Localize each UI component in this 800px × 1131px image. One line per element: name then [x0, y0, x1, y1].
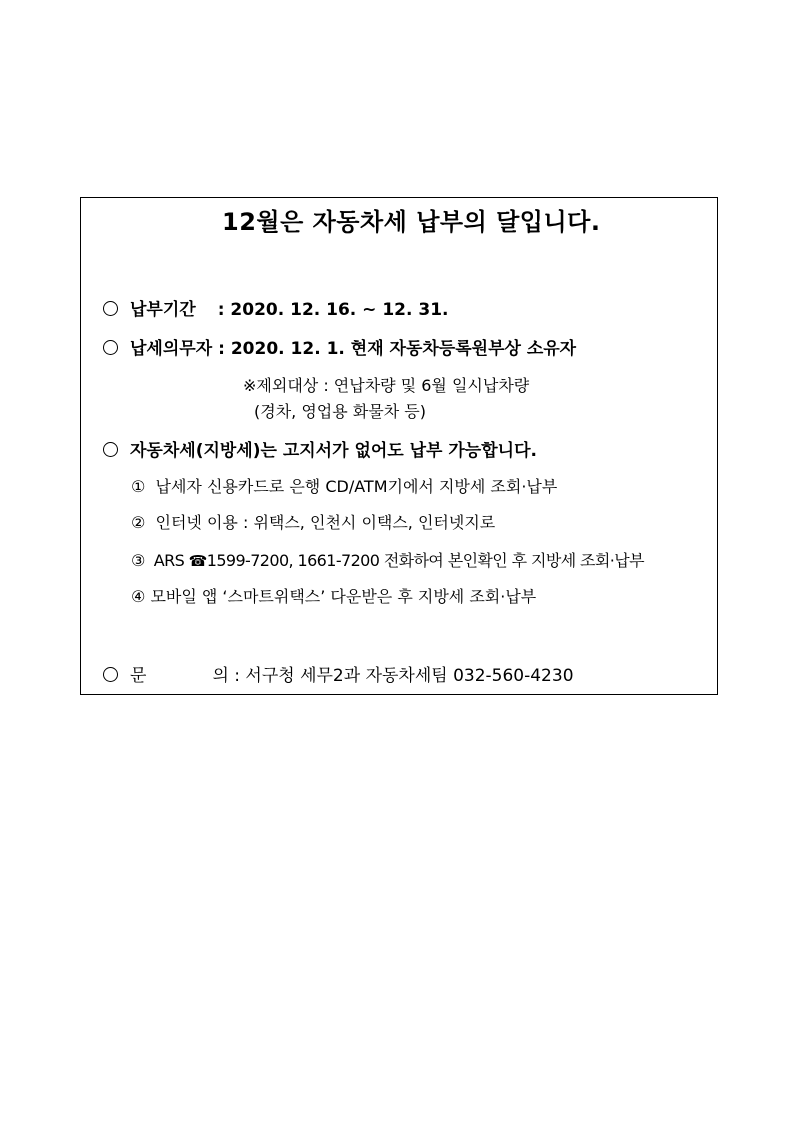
obligor-value: : 2020. 12. 1. 현재 자동차등록원부상 소유자 — [218, 339, 577, 359]
obligor-row — [103, 340, 576, 358]
method-number: ③ — [131, 551, 145, 570]
exclusion-note: ※제외대상 : 연납차량 및 6월 일시납차량 — [243, 376, 530, 395]
no-bill-text: 자동차세(지방세)는 고지서가 없어도 납부 가능합니다. — [130, 441, 537, 461]
contact-label-a: 문 — [130, 666, 147, 686]
phone-icon: ☎ — [188, 552, 207, 570]
method-prefix: ARS — [153, 551, 189, 570]
bullet-circle-icon — [103, 301, 118, 316]
contact-label-b: 의 — [212, 666, 229, 686]
contact-value: : 서구청 세무2과 자동차세팀 032-560-4230 — [234, 666, 574, 686]
method-item-1 — [131, 479, 557, 495]
method-number: ④ — [131, 587, 146, 606]
period-label: 납부기간 — [130, 300, 196, 320]
contact-row — [103, 667, 574, 685]
method-item-4 — [131, 589, 536, 605]
method-text: 모바일 앱 ‘스마트위택스’ 다운받은 후 지방세 조회·납부 — [150, 587, 537, 606]
bullet-circle-icon — [103, 667, 118, 682]
period-value: : 2020. 12. 16. ~ 12. 31. — [217, 300, 449, 320]
method-text: 1599-7200, 1661-7200 전화하여 본인확인 후 지방세 조회·납부 — [206, 551, 644, 570]
method-text: 인터넷 이용 : 위택스, 인천시 이택스, 인터넷지로 — [155, 513, 496, 532]
method-number: ① — [131, 477, 146, 496]
method-number: ② — [131, 513, 146, 532]
method-item-3 — [131, 553, 644, 569]
method-text: 납세자 신용카드로 은행 CD/ATM기에서 지방세 조회·납부 — [155, 477, 558, 496]
method-item-2 — [131, 515, 495, 531]
bullet-circle-icon — [103, 442, 118, 457]
no-bill-row — [103, 442, 537, 460]
notice-box — [80, 197, 718, 695]
period-row — [103, 301, 449, 319]
bullet-circle-icon — [103, 340, 118, 355]
exclusion-detail: (경차, 영업용 화물차 등) — [254, 402, 426, 421]
obligor-label: 납세의무자 — [130, 339, 213, 359]
notice-title: 12월은 자동차세 납부의 달입니다. — [222, 208, 601, 236]
